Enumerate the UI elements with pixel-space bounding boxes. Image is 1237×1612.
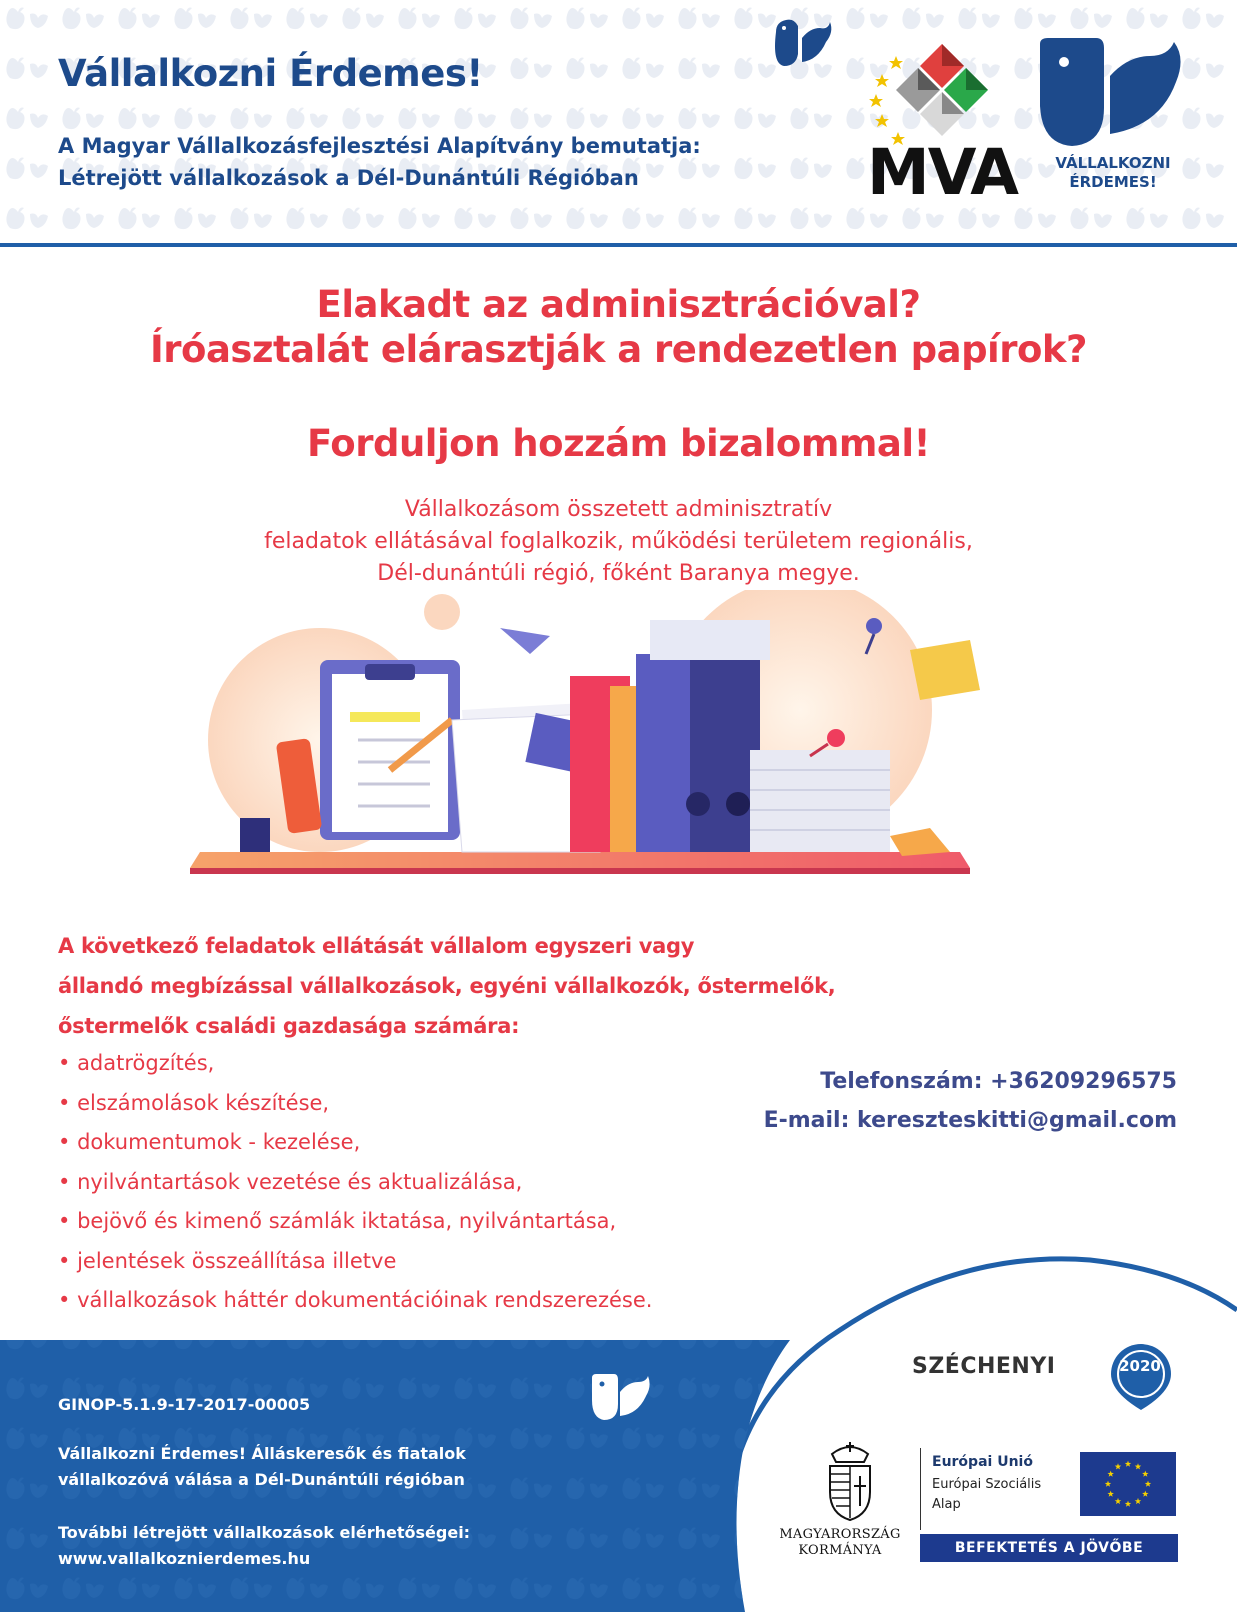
map-pin-icon — [1108, 1342, 1174, 1412]
vallalkozni-erdemes-logo — [1034, 36, 1192, 206]
header-subtitle-line1: A Magyar Vállalkozásfejlesztési Alapítvány bemutatja: — [58, 134, 701, 158]
intro-paragraph — [0, 494, 1237, 590]
szechenyi-2020-logo — [912, 1342, 1172, 1412]
project-description — [58, 1441, 598, 1493]
email-address[interactable]: E-mail: kereszteskitti@gmail.com — [763, 1108, 1177, 1133]
intro-line3: Dél-dunántúli régió, főként Baranya megye. — [377, 561, 860, 586]
government-label — [760, 1527, 920, 1559]
service-item: • vállalkozások háttér dokumentációinak rendszerezése. — [58, 1281, 652, 1321]
eu-title: Európai Unió — [932, 1454, 1033, 1470]
services-intro-line3: őstermelők családi gazdasága számára: — [58, 1014, 520, 1038]
phone-number[interactable]: Telefonszám: +36209296575 — [820, 1069, 1177, 1094]
hungarian-coat-of-arms-icon — [822, 1440, 878, 1522]
bird-icon — [772, 18, 834, 70]
project-code: GINOP-5.1.9-17-2017-00005 — [58, 1395, 311, 1414]
header — [0, 0, 1237, 244]
headline-line2: Íróasztalát elárasztják a rendezetlen papírok? — [150, 328, 1087, 371]
eu-subtitle-line1: Európai Szociális — [932, 1477, 1042, 1492]
logo-text-line1: VÁLLALKOZNI — [1055, 154, 1171, 172]
header-subtitle-line2: Létrejött vállalkozások a Dél-Dunántúli Régióban — [58, 166, 639, 190]
mva-logo-text: MVA — [867, 136, 1017, 209]
service-item: • dokumentumok - kezelése, — [58, 1123, 652, 1163]
services-intro-line2: állandó megbízással vállalkozások, egyéni vállalkozók, őstermelők, — [58, 974, 836, 998]
logo-text-line2: ÉRDEMES! — [1069, 173, 1157, 191]
vallalkozni-erdemes-logo-text — [1034, 154, 1192, 192]
service-item: • nyilvántartások vezetése és aktualizálása, — [58, 1163, 652, 1203]
service-item: • adatrögzítés, — [58, 1044, 652, 1084]
contact-info — [764, 1062, 1177, 1140]
intro-line2: feladatok ellátásával foglalkozik, működési területem regionális, — [264, 529, 973, 554]
services-intro-line1: A következő feladatok ellátását vállalom egyszeri vagy — [58, 934, 695, 958]
government-label-line1: MAGYARORSZÁG — [779, 1527, 901, 1542]
project-description-line2: vállalkozóvá válása a Dél-Dunántúli régióban — [58, 1470, 465, 1489]
szechenyi-word: SZÉCHENYI — [912, 1354, 1056, 1379]
mva-logo — [862, 36, 1022, 209]
headline-line1: Elakadt az adminisztrációval? — [316, 283, 921, 326]
eu-subtitle — [932, 1475, 1062, 1515]
services-intro — [58, 926, 1018, 1046]
intro-line1: Vállalkozásom összetett adminisztratív — [404, 497, 833, 522]
eu-banner: BEFEKTETÉS A JÖVŐBE — [920, 1534, 1178, 1562]
szechenyi-year: 2020 — [1119, 1357, 1161, 1375]
service-item: • bejövő és kimenő számlák iktatása, nyilvántartása, — [58, 1202, 652, 1242]
headline-line3: Forduljon hozzám bizalommal! — [307, 422, 930, 465]
eu-divider — [920, 1448, 921, 1530]
header-title: Vállalkozni Érdemes! — [58, 52, 483, 95]
paperwork-illustration — [190, 590, 1020, 890]
website-link[interactable]: www.vallalkoznierdemes.hu — [58, 1549, 311, 1568]
eu-flag-icon — [1080, 1452, 1176, 1516]
more-info-label: További létrejött vállalkozások elérhetőségei: — [58, 1523, 471, 1542]
bird-icon — [588, 1372, 650, 1422]
service-item: • elszámolások készítése, — [58, 1084, 652, 1124]
eu-fund-logo — [920, 1448, 1180, 1530]
bird-logo-icon — [1034, 36, 1192, 151]
eu-subtitle-line2: Alap — [932, 1497, 961, 1512]
project-description-line1: Vállalkozni Érdemes! Álláskeresők és fiatalok — [58, 1444, 466, 1463]
more-info — [58, 1520, 618, 1572]
header-divider — [0, 243, 1237, 247]
government-label-line2: KORMÁNYA — [798, 1543, 882, 1558]
mva-emblem-icon — [862, 36, 1022, 146]
service-item: • jelentések összeállítása illetve — [58, 1242, 652, 1282]
